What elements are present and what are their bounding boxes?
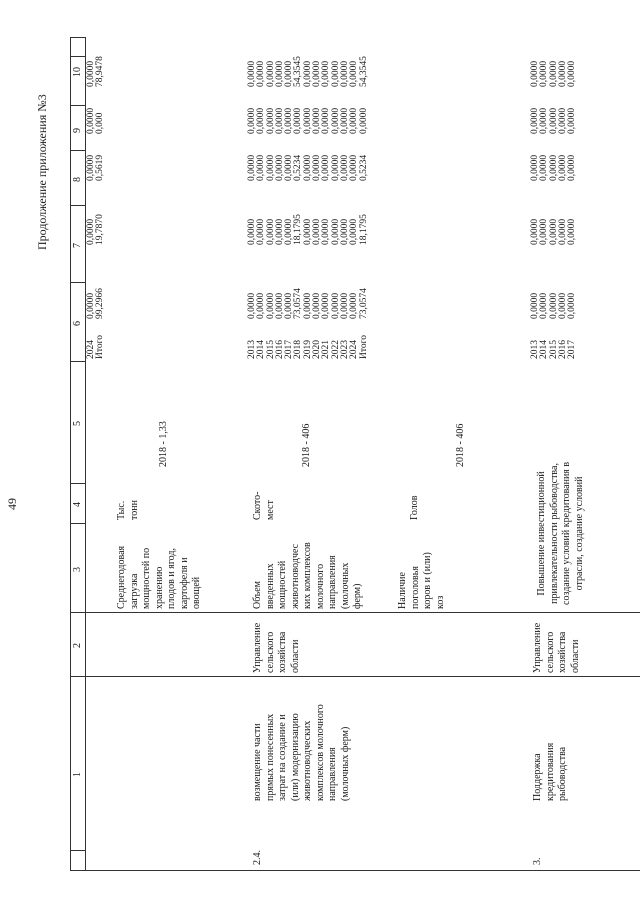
col-header-4: 4 — [72, 502, 83, 507]
divider-col1-col2 — [70, 676, 640, 677]
table-top-border — [70, 37, 71, 871]
col-header-2: 2 — [72, 643, 83, 648]
table-left-border — [70, 870, 640, 871]
row-2-4-target-capacity: 2018 - 406 — [301, 423, 312, 467]
cont-target-value: 2018 - 1,33 — [158, 421, 169, 467]
cont-years: 2024 Итого — [86, 334, 106, 359]
divider-col6-col7 — [70, 282, 85, 283]
row-2-4-target-livestock: 2018 - 406 — [455, 423, 466, 467]
row-3-other-funding: 0,0000 0,0000 0,0000 0,0000 0,0000 — [530, 60, 578, 87]
divider-col9-col10 — [70, 105, 85, 106]
row-2-4-federal-funding: 0,0000 0,0000 0,0000 0,0000 0,0000 18,1795 0,0000 0,0000 0,0000 0,0000 0,0000 0,0000 18,1795 — [247, 214, 369, 245]
row-2-4-other-funding: 0,0000 0,0000 0,0000 0,0000 0,0000 54,3545 0,0000 0,0000 0,0000 0,0000 0,0000 0,0000 54,3545 — [247, 56, 369, 87]
row-2-4-indicator-capacity: Объем введенных мощностей животноводчес ких комплексов молочного направления (молочных ферм) — [252, 542, 363, 609]
header-right-border — [70, 56, 85, 57]
col-header-7: 7 — [72, 243, 83, 248]
row-2-4-unit-capacity: Ското- мест — [252, 491, 276, 520]
divider-num-col — [70, 850, 85, 851]
header-edge-border — [70, 37, 85, 38]
col-header-3: 3 — [72, 567, 83, 572]
row-2-4-local-funding: 0,0000 0,0000 0,0000 0,0000 0,0000 0,0000 0,0000 0,0000 0,0000 0,0000 0,0000 0,0000 0,0000 — [247, 107, 369, 134]
page-number: 49 — [5, 498, 19, 510]
col-header-5: 5 — [72, 421, 83, 426]
appendix-title: Продолжение приложения №3 — [35, 94, 49, 250]
divider-col8-col9 — [70, 150, 85, 151]
row-2-4-number: 2.4. — [252, 850, 263, 865]
cont-regional-funding: 0,0000 0,5619 — [86, 154, 106, 181]
col-header-8: 8 — [72, 177, 83, 182]
col-header-9: 9 — [72, 128, 83, 133]
divider-col3-col4 — [70, 523, 85, 524]
row-2-4-regional-funding: 0,0000 0,0000 0,0000 0,0000 0,0000 0,5234 0,0000 0,0000 0,0000 0,0000 0,0000 0,0000 0,5234 — [247, 154, 369, 181]
row-3-federal-funding: 0,0000 0,0000 0,0000 0,0000 0,0000 — [530, 218, 578, 245]
row-3-total-funding: 0,0000 0,0000 0,0000 0,0000 0,0000 — [530, 292, 578, 319]
row-3-years: 2013 2014 2015 2016 2017 — [530, 340, 578, 359]
cont-total-funding: 0,0000 99,2966 — [86, 288, 106, 319]
cont-unit: Тыс. тонн — [116, 500, 140, 520]
row-3-number: 3. — [532, 857, 543, 865]
divider-col5-col6 — [70, 361, 85, 362]
divider-col7-col8 — [70, 205, 85, 206]
col-header-6: 6 — [72, 321, 83, 326]
divider-col2-col3 — [70, 612, 640, 613]
row-3-local-funding: 0,0000 0,0000 0,0000 0,0000 0,0000 — [530, 107, 578, 134]
col-header-10: 10 — [72, 67, 83, 77]
divider-col4-col5 — [70, 483, 85, 484]
row-2-4-description: возмещение части прямых понесенных затрат на создание и (или) модернизацию животноводческих комплексов молочного направления (молочных ферм) — [252, 704, 351, 801]
row-3-expected-result: Повышение инвестиционной привлекательности рыбоводства, создание условий кредитования в отрасли, создание условий — [536, 461, 585, 605]
row-2-4-indicator-livestock: Наличие поголовья коров и (или) коз — [397, 552, 446, 609]
cont-local-funding: 0,0000 0,000 — [86, 107, 106, 134]
row-3-regional-funding: 0,0000 0,0000 0,0000 0,0000 0,0000 — [530, 154, 578, 181]
row-2-4-total-funding: 0,0000 0,0000 0,0000 0,0000 0,0000 73,0574 0,0000 0,0000 0,0000 0,0000 0,0000 0,0000 73,0574 — [247, 288, 369, 319]
cont-other-funding: 0,0000 78,9478 — [86, 56, 106, 87]
row-2-4-unit-livestock: Голов — [409, 495, 420, 520]
row-3-executor: Управление сельского хозяйства области — [532, 622, 581, 673]
cont-federal-funding: 0,0000 19,7870 — [86, 214, 106, 245]
row-3-description: Поддержка кредитования рыбоводства — [532, 742, 568, 801]
col-header-1: 1 — [72, 772, 83, 777]
row-2-4-years: 2013 2014 2015 2016 2017 2018 2019 2020 2021 2022 2023 2024 Итого — [247, 334, 369, 359]
cont-indicator-name: Среднегодовая загрузка мощностей по хранению плодов и ягод, картофеля и овощей — [116, 545, 202, 609]
row-2-4-executor: Управление сельского хозяйства области — [252, 622, 301, 673]
